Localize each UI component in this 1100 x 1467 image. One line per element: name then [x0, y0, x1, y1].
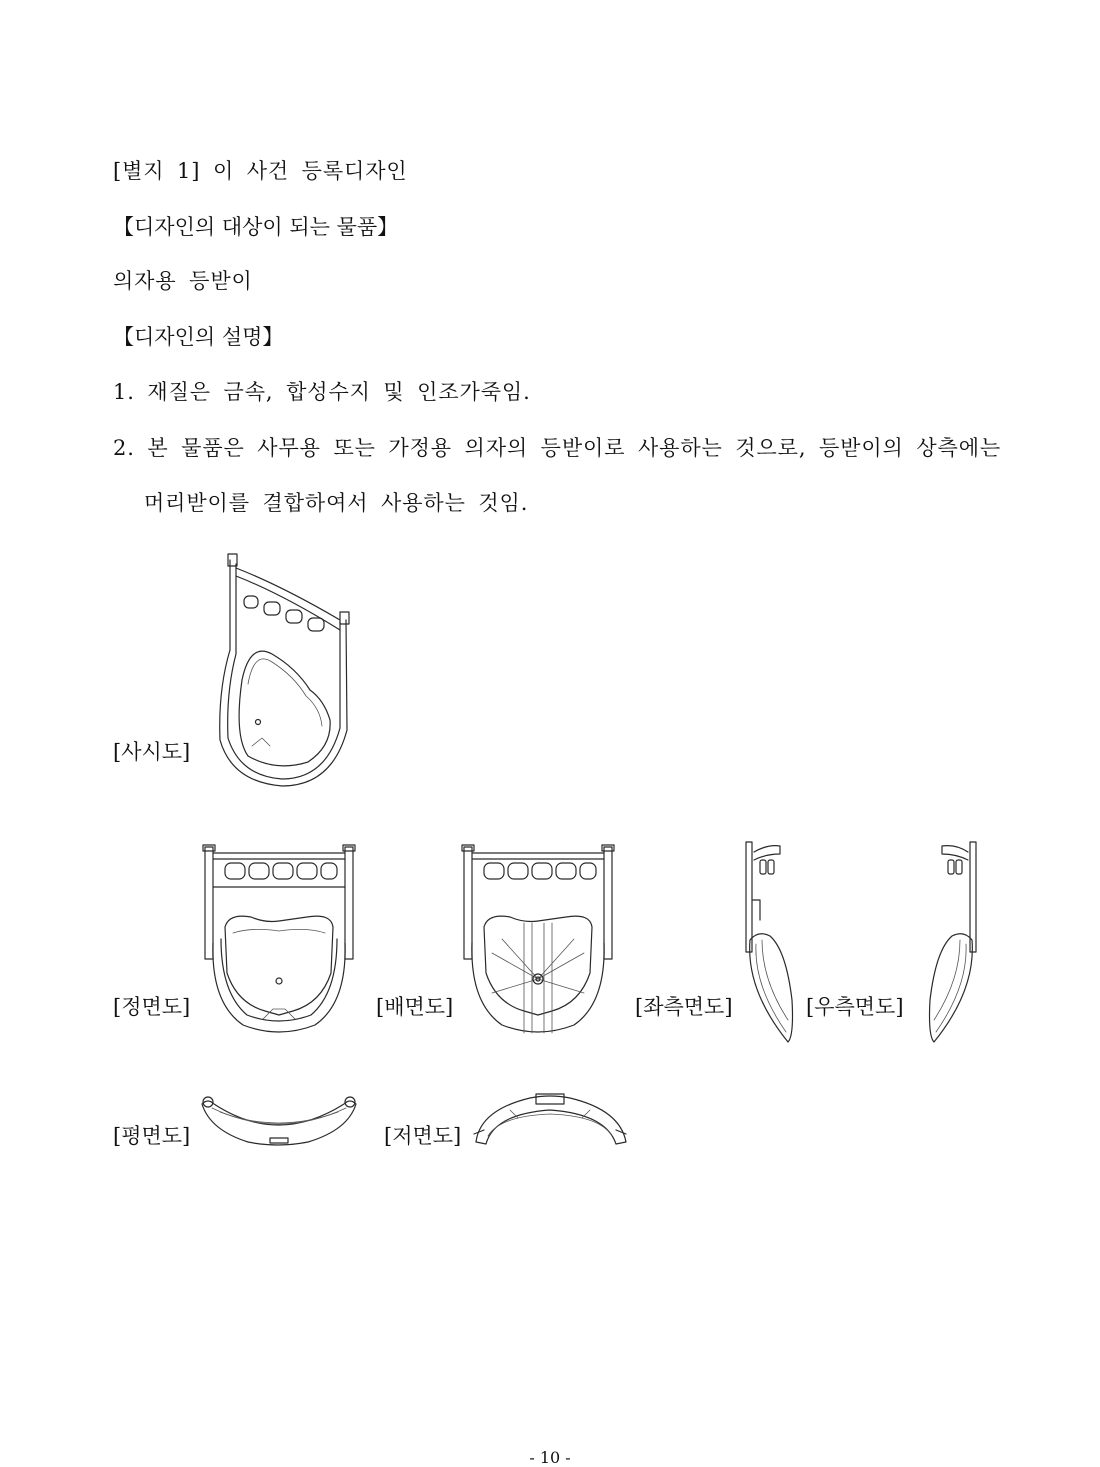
annex-header: [별지 1] 이 사건 등록디자인 — [113, 159, 408, 183]
description-item-2-continued: 머리받이를 결합하여서 사용하는 것임. — [144, 491, 529, 515]
top-view-drawing — [198, 1090, 360, 1150]
description-item-2: 2. 본 물품은 사무용 또는 가정용 의자의 등받이로 사용하는 것으로, 등받이의 상측에는 — [113, 436, 1002, 460]
rear-view-drawing — [462, 843, 614, 1035]
article-name: 의자용 등받이 — [113, 269, 253, 293]
rear-view-caption: [배면도] — [376, 995, 454, 1019]
left-side-view-caption: [좌측면도] — [635, 995, 733, 1019]
front-view-drawing — [203, 843, 355, 1035]
bottom-view-caption: [저면도] — [384, 1124, 462, 1148]
front-view-caption: [정면도] — [113, 995, 191, 1019]
right-side-view-drawing — [928, 840, 980, 1045]
top-view-caption: [평면도] — [113, 1124, 191, 1148]
left-side-view-drawing — [742, 840, 804, 1045]
page-number: - 10 - — [529, 1448, 571, 1467]
perspective-view-caption: [사시도] — [113, 740, 191, 764]
description-item-1: 1. 재질은 금속, 합성수지 및 인조가죽임. — [113, 380, 531, 404]
bottom-view-drawing — [470, 1090, 630, 1150]
article-heading: 【디자인의 대상이 되는 물품】 — [113, 215, 399, 239]
perspective-view-drawing — [212, 550, 357, 790]
description-heading: 【디자인의 설명】 — [113, 325, 284, 349]
right-side-view-caption: [우측면도] — [806, 995, 904, 1019]
